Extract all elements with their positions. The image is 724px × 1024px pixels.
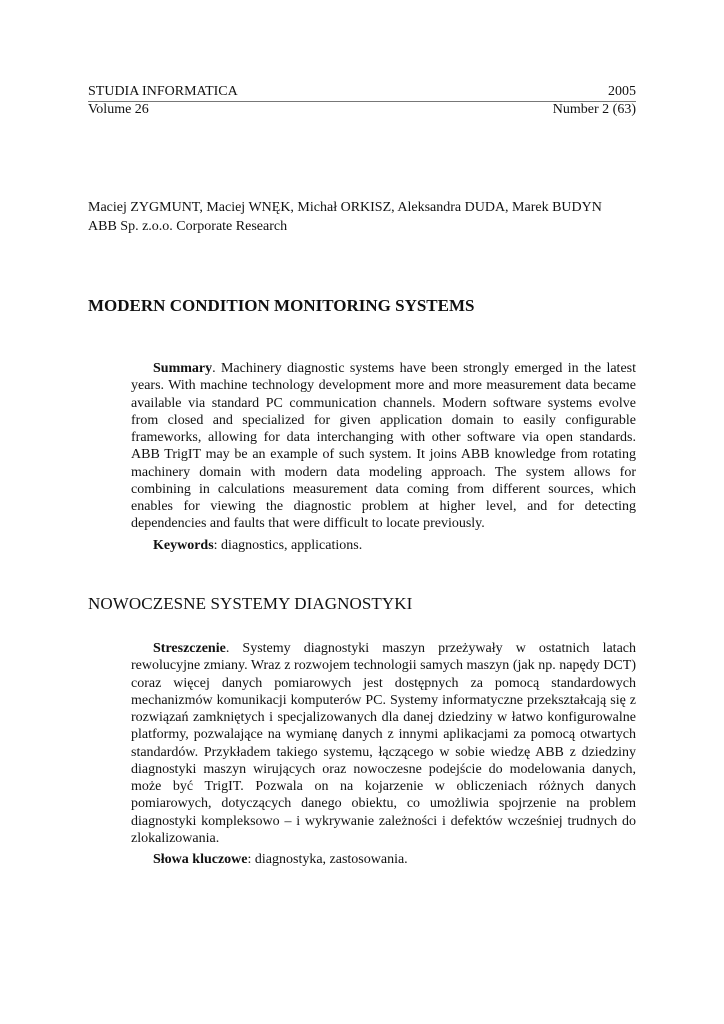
author-block [88, 198, 648, 236]
running-header-top [88, 83, 636, 102]
streszczenie-paragraph [131, 640, 636, 847]
slowa-kluczowe-label: Słowa kluczowe [153, 852, 248, 867]
summary-paragraph [131, 360, 636, 533]
author-names: Maciej ZYGMUNT, Maciej WNĘK, Michał ORKISZ, Aleksandra DUDA, Marek BUDYN [88, 200, 602, 215]
slowa-kluczowe-paragraph [131, 851, 636, 868]
paper-title: MODERN CONDITION MONITORING SYSTEMS [88, 296, 475, 315]
issue-number: Number 2 (63) [552, 102, 636, 117]
summary-label: Summary [153, 361, 213, 376]
volume-label: Volume 26 [88, 102, 149, 117]
streszczenie-label: Streszczenie [153, 641, 226, 656]
english-abstract [131, 360, 636, 554]
publication-year: 2005 [608, 84, 636, 99]
keywords-text: : diagnostics, applications. [213, 537, 363, 553]
author-affiliation: ABB Sp. z.o.o. Corporate Research [88, 219, 288, 234]
summary-text: . Machinery diagnostic systems have been strongly emerged in the latest years. With machine technology development more and more measurement data became available via standard PC communication channels. Modern software systems evolve from closed and specialized for given application domain to easily configurable frameworks, allowing for data interchanging with other software via open standards. ABB TrigIT may be an example of such system. It joins ABB knowledge from rotating machinery domain with modern data modeling approach. The system allows for combining in calculations measurement data coming from different sources, which enables for viewing the diagnostic problem at higher level, and for detecting dependencies and faults that were difficult to locate previously. [131, 361, 636, 532]
polish-abstract [131, 640, 636, 868]
journal-name: STUDIA INFORMATICA [88, 84, 238, 99]
keywords-paragraph [131, 537, 636, 554]
polish-title: NOWOCZESNE SYSTEMY DIAGNOSTYKI [88, 594, 413, 613]
slowa-kluczowe-text: : diagnostyka, zastosowania. [247, 852, 408, 867]
streszczenie-text: . Systemy diagnostyki maszyn przeżywały w ostatnich latach rewolucyjne zmiany. Wraz z rozwojem technologii samych maszyn (jak np. napędy DCT) coraz więcej danych pomiarowych jest dostępnych za pomocą standardowych mechanizmów komunikacji komputerów PC. Systemy informatyczne przekształcają się z rozwiązań zamkniętych i specjalizowanych dla danej dziedziny w łatwo konfigurowalne platformy, pozwalające na wymianę danych z innymi aplikacjami za pomocą otwartych standardów. Przykładem takiego systemu, łączącego w sobie wiedzę ABB z dziedziny diagnostyki maszyn wirujących oraz nowoczesne podejście do modelowania danych, może być TrigIT. Pozwala on na kojarzenie w obliczeniach różnych danych pomiarowych, dotyczących danego obiektu, co umożliwia spojrzenie na problem diagnostyki kompleksowo – i wykrywanie zależności i defektów wcześniej trudnych do zlokalizowania. [131, 641, 636, 846]
keywords-label: Keywords [153, 537, 214, 553]
